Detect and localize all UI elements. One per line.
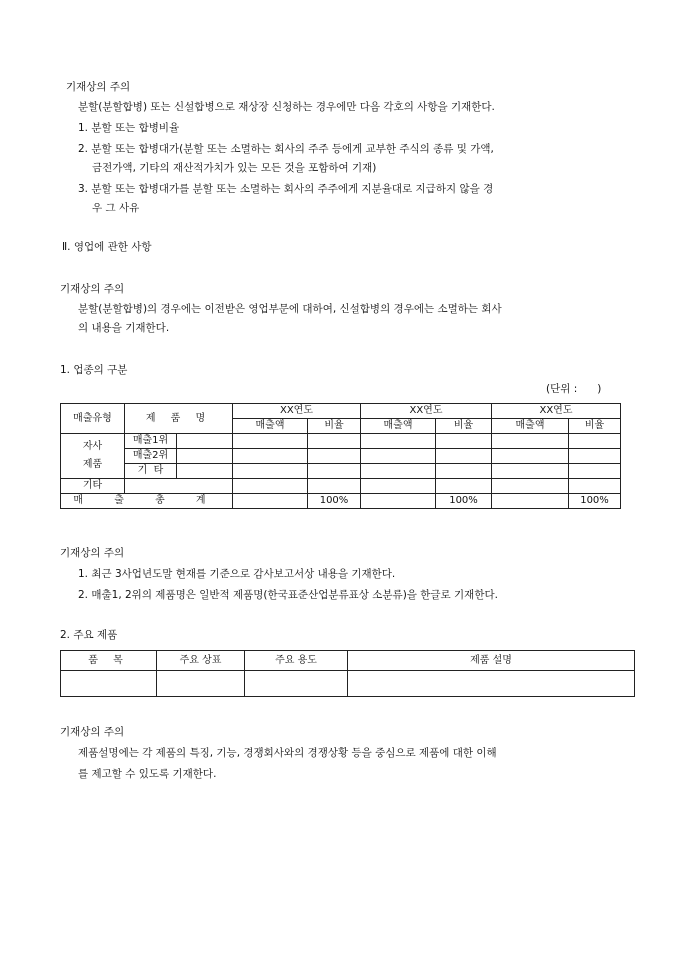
header-year-1: XX연도 — [233, 404, 361, 419]
products-table — [60, 650, 635, 697]
business-table — [60, 403, 621, 509]
header-sales: 매출액 — [492, 419, 569, 434]
cell — [436, 449, 492, 464]
header-ratio: 비율 — [436, 419, 492, 434]
note1-title: 기재상의 주의 — [66, 81, 131, 93]
header-sales-type: 매출유형 — [61, 404, 125, 434]
header-item: 품 목 — [61, 651, 157, 671]
cell — [233, 479, 308, 494]
header-year-2: XX연도 — [361, 404, 492, 419]
note4-line-1: 제품설명에는 각 제품의 특징, 기능, 경쟁회사와의 경쟁상황 등을 중심으로 제품에 대한 이해 — [78, 747, 497, 759]
cell — [361, 449, 436, 464]
unit-label: (단위 : ) — [546, 383, 602, 395]
header-description: 제품 설명 — [348, 651, 635, 671]
header-usage: 주요 용도 — [245, 651, 348, 671]
cell — [233, 494, 308, 509]
cell — [436, 434, 492, 449]
cell — [492, 494, 569, 509]
cell — [361, 464, 436, 479]
cell — [233, 464, 308, 479]
note3-item-1: 1. 최근 3사업년도말 현재를 기준으로 감사보고서상 내용을 기재한다. — [78, 568, 396, 580]
header-product-name: 제 품 명 — [125, 404, 233, 434]
note1-item-3: 3. 분할 또는 합병대가를 분할 또는 소멸하는 회사의 주주에게 지분율대로 지급하지 않을 경 — [78, 183, 494, 195]
cell — [361, 494, 436, 509]
total-ratio-year-2: 100% — [436, 494, 492, 509]
cell — [308, 464, 361, 479]
header-year-3: XX연도 — [492, 404, 621, 419]
group-label-line-1: 자사 — [82, 441, 103, 452]
cell — [492, 434, 569, 449]
cell — [177, 449, 233, 464]
cell — [436, 464, 492, 479]
cell — [245, 671, 348, 697]
cell — [308, 479, 361, 494]
cell — [436, 479, 492, 494]
cell — [569, 464, 621, 479]
note1-item-1: 1. 분할 또는 합병비율 — [78, 122, 180, 134]
cell — [157, 671, 245, 697]
section-heading: Ⅱ. 영업에 관한 사항 — [62, 241, 152, 253]
note4-title: 기재상의 주의 — [60, 726, 125, 738]
cell — [125, 479, 233, 494]
cell — [233, 434, 308, 449]
note1-line: 분할(분할합병) 또는 신설합병으로 재상장 신청하는 경우에만 다음 각호의 사항을 기재한다. — [78, 101, 495, 113]
note1-item-3-cont: 우 그 사유 — [92, 202, 140, 214]
cell — [348, 671, 635, 697]
cell — [177, 434, 233, 449]
cell — [569, 479, 621, 494]
row-label-total: 매 출 총 계 — [61, 494, 233, 509]
business-heading: 1. 업종의 구분 — [60, 364, 128, 376]
header-sales: 매출액 — [361, 419, 436, 434]
cell — [569, 449, 621, 464]
total-ratio-year-1: 100% — [308, 494, 361, 509]
header-ratio: 비율 — [308, 419, 361, 434]
note2-line-2: 의 내용을 기재한다. — [78, 322, 170, 334]
cell — [308, 449, 361, 464]
group-label-line-2: 제품 — [82, 459, 103, 470]
cell — [361, 479, 436, 494]
header-brand: 주요 상표 — [157, 651, 245, 671]
note3-title: 기재상의 주의 — [60, 547, 125, 559]
row-label-other: 기타 — [61, 479, 125, 494]
cell — [492, 479, 569, 494]
row-label-etc: 기 타 — [125, 464, 177, 479]
header-ratio: 비율 — [569, 419, 621, 434]
note1-item-2-cont: 금전가액, 기타의 재산적가치가 있는 모든 것을 포함하여 기재) — [92, 162, 377, 174]
cell — [492, 464, 569, 479]
products-heading: 2. 주요 제품 — [60, 629, 118, 641]
note4-line-2: 를 제고할 수 있도록 기재한다. — [78, 768, 217, 780]
cell — [61, 671, 157, 697]
row-label-rank-2: 매출2위 — [125, 449, 177, 464]
row-label-rank-1: 매출1위 — [125, 434, 177, 449]
note2-line-1: 분할(분할합병)의 경우에는 이전받은 영업부문에 대하여, 신설합병의 경우에는 소멸하는 회사 — [78, 303, 502, 315]
note2-title: 기재상의 주의 — [60, 283, 125, 295]
note1-item-2: 2. 분할 또는 합병대가(분할 또는 소멸하는 회사의 주주 등에게 교부한 주식의 종류 및 가액, — [78, 143, 494, 155]
note3-item-2: 2. 매출1, 2위의 제품명은 일반적 제품명(한국표준산업분류표상 소분류)을 한글로 기재한다. — [78, 589, 498, 601]
cell — [177, 464, 233, 479]
total-ratio-year-3: 100% — [569, 494, 621, 509]
cell — [492, 449, 569, 464]
cell — [569, 434, 621, 449]
header-sales: 매출액 — [233, 419, 308, 434]
group-own-products — [61, 434, 125, 479]
cell — [233, 449, 308, 464]
cell — [361, 434, 436, 449]
cell — [308, 434, 361, 449]
